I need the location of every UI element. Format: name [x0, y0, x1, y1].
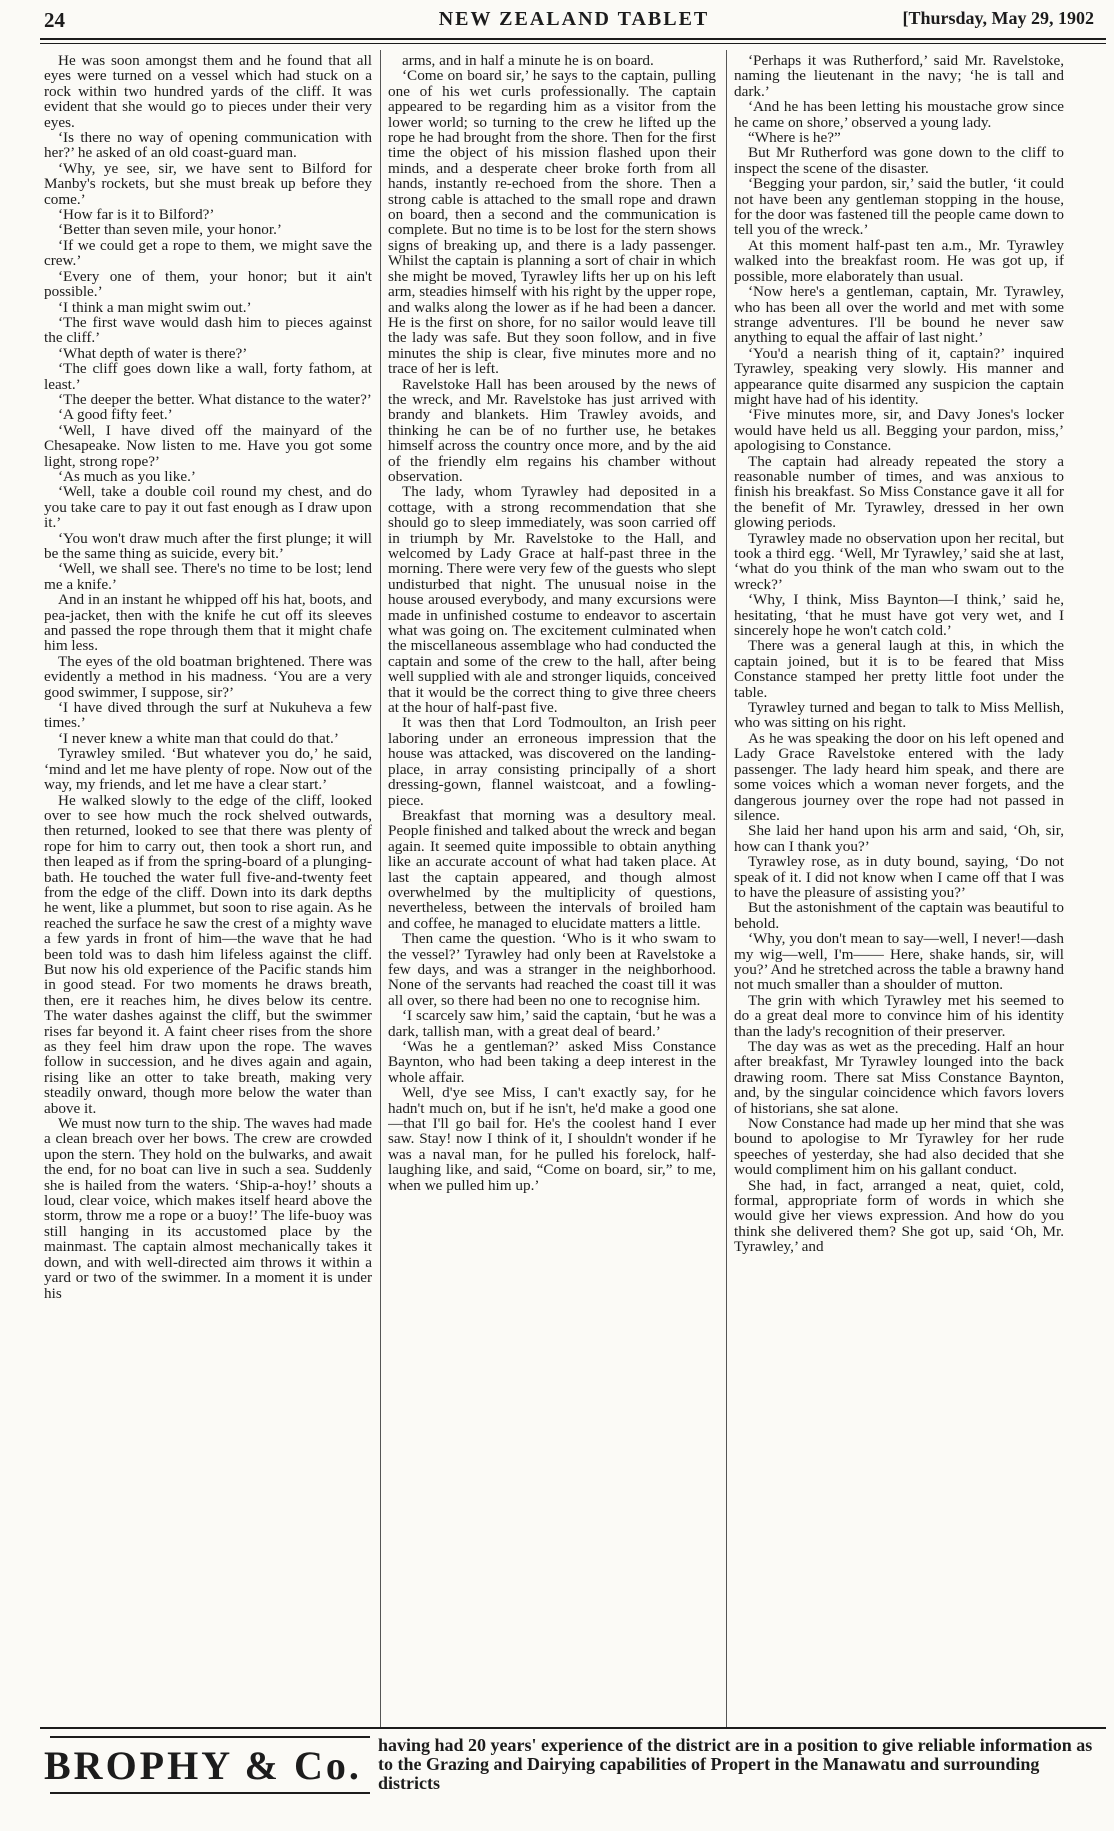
paragraph: ‘Was he a gentleman?’ asked Miss Constance Baynton, who had been taking a deep interest in the whole affair.	[388, 1038, 716, 1086]
paragraph: Tyrawley smiled. ‘But whatever you do,’ he said, ‘mind and let me have plenty of rope. Now out of the way, my friends, and let me have a clear start.’	[44, 745, 372, 794]
paragraph: arms, and in half a minute he is on board.	[402, 53, 654, 69]
paragraph: She laid her hand upon his arm and said, ‘Oh, sir, how can I thank you?’	[734, 822, 1064, 855]
paragraph: ‘Better than seven mile, your honor.’	[58, 221, 282, 239]
paragraph: The captain had already repeated the story a reasonable number of times, and was anxious to finish his breakfast. So Miss Constance gave it all for the benefit of Mr. Tyrawley, dressed in her own glowing periods.	[734, 452, 1064, 532]
column-divider-2	[726, 50, 727, 1728]
issue-date: [Thursday, May 29, 1902	[902, 8, 1094, 28]
paragraph: At this moment half-past ten a.m., Mr. Tyrawley walked into the breakfast room. He was got up, if possible, more elaborately than usual.	[734, 236, 1064, 285]
paragraph: ‘Come on board sir,’ he says to the captain, pulling one of his wet curls professionally. The captain appeared to be regarding him as a visitor from the lower world; so turning to the crew he lifted up the rope he had brought from the shore. Then for the first time the object of his mission flashed upon their minds, and a desperate cheer broke forth from all hands, instantly re-echoed from the shore. Then a strong cable is attached to the small rope and drawn on board, then a second and the communication is complete. But no time is to be lost for the stern shows signs of breaking up, and there is a lady passenger. Whilst the captain is planning a sort of chair in which she might be moved, Tyrawley lifts her up on his left arm, steadies himself with his right by the upper rope, and walks along the lower as if he had been a dancer. He is the first on shore, for no sailor would leave till the lady was safe. But they soon follow, and in five minutes the ship is clear, five minutes more and no trace of her is left.	[388, 67, 716, 378]
paragraph: Now Constance had made up her mind that she was bound to apologise to Mr Tyrawley for her rude speeches of yesterday, she had also decided that she would compliment him on his gallant conduct.	[734, 1115, 1064, 1179]
paragraph: ‘Why, ye see, sir, we have sent to Bilford for Manby's rockets, but she must break up before they come.’	[44, 159, 372, 208]
paragraph: ‘Every one of them, your honor; but it ain't possible.’	[44, 267, 372, 301]
paragraph: Tyrawley turned and began to talk to Miss Mellish, who was sitting on his right.	[734, 699, 1064, 732]
paragraph: ‘As much as you like.’	[58, 467, 196, 485]
header-rule-top	[40, 38, 1106, 40]
paragraph: ‘I never knew a white man that could do that.’	[58, 729, 339, 747]
paragraph: ‘Well, take a double coil round my chest, and do you take care to pay it out fast enough as I draw upon it.’	[44, 483, 372, 532]
paragraph: It was then that Lord Todmoulton, an Irish peer laboring under an erroneous impression that the house was attacked, was discovered on the landing-place, in array consisting principally of a short dressing-gown, flannel waistcoat, and a fowling-piece.	[388, 714, 716, 809]
paragraph: She had, in fact, arranged a neat, quiet, cold, formal, appropriate form of words in which she would give her views expression. And how do you think she delivered them? She got up, said ‘Oh, Mr. Tyrawley,’ and	[734, 1176, 1064, 1256]
paragraph: He walked slowly to the edge of the cliff, looked over to see how much the rock shelved outwards, then returned, looked to see that there was plenty of rope for him to carry out, then took a short run, and then leaped as if from the spring-board of a plunging-bath. He touched the water full five-and-twenty feet from the edge of the cliff. Down into its dark depths he went, like a plummet, but soon to rise again. As he reached the surface he saw the crest of a mighty wave a few yards in front of him—the wave that he had been told was to dash him lifeless against the cliff. But now his old experience of the Pacific stands him in good stead. For two moments he draws breath, then, ere it reaches him, he dives below its centre. The water dashes against the cliff, but the swimmer rises far beyond it. A faint cheer rises from the shore as they feel him draw upon the rope. The waves follow in succession, and he dives again and again, rising like an otter to take breath, making very steadily onward, though more below the water than above it.	[44, 791, 372, 1117]
paragraph: ‘The first wave would dash him to pieces against the cliff.’	[44, 313, 372, 347]
paragraph: And in an instant he whipped off his hat, boots, and pea-jacket, then with the knife he cut off its sleeves and passed the rope through them that it might chafe him less.	[44, 591, 372, 655]
paragraph: ‘The deeper the better. What distance to the water?’	[58, 390, 372, 408]
paragraph: He was soon amongst them and he found that all eyes were turned on a vessel which had stuck on a rock within two hundred yards of the cliff. It was evident that she would go to pieces under their very eyes.	[44, 53, 372, 131]
page-header	[44, 8, 1104, 34]
paragraph: ‘And he has been letting his moustache grow since he came on shore,’ observed a young lady.	[734, 98, 1064, 131]
paragraph: ‘Five minutes more, sir, and Davy Jones's locker would have held us all. Begging your pardon, miss,’ apologising to Constance.	[734, 406, 1064, 455]
advertisement	[40, 1728, 1106, 1824]
page-number: 24	[44, 8, 65, 32]
column-divider-1	[380, 50, 381, 1728]
paragraph: ‘The cliff goes down like a wall, forty fathom, at least.’	[44, 360, 372, 393]
article-column-3	[734, 53, 1064, 1726]
paragraph: ‘Now here's a gentleman, captain, Mr. Tyrawley, who has been all over the world and met with some strange adventures. I'll be bound he never saw anything to equal the affair of last night.’	[734, 283, 1064, 347]
paragraph: Breakfast that morning was a desultory meal. People finished and talked about the wreck and began again. It seemed quite impossible to obtain anything like an accurate account of what had taken place. At last the captain appeared, and though almost overwhelmed by the multiplicity of questions, nevertheless, between the intervals of broiled ham and coffee, he managed to elucidate matters a little.	[388, 806, 716, 932]
paragraph: Well, d'ye see Miss, I can't exactly say, for he hadn't much on, but if he isn't, he'd make a good one—that I'll go bail for. He's the coolest hand I ever saw. Stay! now I think of it, I shouldn't wonder if he was a naval man, for he pulled his forelock, half-laughing like, and said, “Come on board, sir,” to me, when we pulled him up.’	[388, 1084, 716, 1194]
advert-line-top	[50, 1736, 370, 1738]
header-rule-bottom	[40, 43, 1106, 44]
paragraph: As he was speaking the door on his left opened and Lady Grace Ravelstoke entered with the lady passenger. The lady heard him speak, and there are some voices which a woman never forgets, and the dangerous journey over the rope had not passed in silence.	[734, 729, 1064, 824]
paragraph: Ravelstoke Hall has been aroused by the news of the wreck, and Mr. Ravelstoke has just arrived with brandy and blankets. Him Trawley avoids, and thinking he can be of no further use, he betakes himself across the country once more, and by the aid of the friendly elm regains his chamber without observation.	[388, 375, 716, 485]
paragraph: ‘What depth of water is there?’	[58, 344, 248, 362]
paragraph: The lady, whom Tyrawley had deposited in a cottage, with a strong recommendation that she should go to sleep immediately, was soon carried off in triumph by Mr. Ravelstoke to the Hall, and welcomed by Lady Grace at half-past three in the morning. There were very few of the guests who slept undisturbed that night. The unusual noise in the house aroused everybody, and many excursions were made in unfinished costume to endeavor to ascertain what was going on. The excitement culminated when the miscellaneous assemblage who had conducted the captain and some of the crew to the hall, after being well supplied with ale and stronger liquids, conceived that it would be the correct thing to give three cheers at the hour of half-past five.	[388, 483, 716, 717]
paragraph: ‘A good fifty feet.’	[58, 406, 173, 424]
paragraph: ‘You won't draw much after the first plunge; it will be the same thing as suicide, every bit.’	[44, 529, 372, 562]
paragraph: The grin with which Tyrawley met his seemed to do a great deal more to convince him of his identity than the lady's recognition of their preserver.	[734, 991, 1064, 1040]
paragraph: We must now turn to the ship. The waves had made a clean breach over her bows. The crew are crowded upon the stern. They hold on the bulwarks, and await the end, for no boat can live in such a sea. Suddenly she is hailed from the waters. ‘Ship-a-hoy!’ shouts a loud, clear voice, which makes itself heard above the storm, throw me a rope or a buoy!’ The life-buoy was still hanging in its accustomed place by the mainmast. The captain almost mechanically takes it down, and with well-directed aim throws it within a yard or two of the swimmer. In a moment it is under his	[44, 1115, 372, 1302]
paragraph: But the astonishment of the captain was beautiful to behold.	[734, 899, 1064, 932]
paragraph: ‘Why, I think, Miss Baynton—I think,’ said he, hesitating, ‘that he must have got very wet, and I sincerely hope he won't catch cold.’	[734, 591, 1064, 640]
paragraph: ‘I think a man might swim out.’	[58, 298, 252, 316]
paragraph: Tyrawley rose, as in duty bound, saying, ‘Do not speak of it. I did not know when I came off that I was to have the pleasure of assisting you?’	[734, 853, 1064, 901]
publication-title: NEW ZEALAND TABLET	[438, 8, 710, 30]
advert-text: having had 20 years' experience of the district are in a position to give reliable information as to the Grazing and Dairying capabilities of Propert in the Manawatu and surrounding districts	[378, 1735, 1093, 1793]
paragraph: ‘Why, you don't mean to say—well, I never!—dash my wig—well, I'm—— Here, shake hands, sir, will you?’ And he stretched across the table a brawny hand not much smaller than a shoulder of mutton.	[734, 930, 1064, 994]
advert-company-name: BROPHY & Co.	[44, 1743, 362, 1788]
paragraph: ‘If we could get a rope to them, we might save the crew.’	[44, 236, 372, 270]
paragraph: There was a general laugh at this, in which the captain joined, but it is to be feared that Miss Constance stamped her pretty little foot under the table.	[734, 637, 1064, 701]
paragraph: “Where is he?”	[748, 129, 841, 147]
paragraph: ‘Begging your pardon, sir,’ said the butler, ‘it could not have been any gentleman stopping in the house, for the door was fastened till the people came down to tell you of the wreck.’	[734, 175, 1064, 239]
paragraph: The eyes of the old boatman brightened. There was evidently a method in his madness. ‘You are a very good swimmer, I suppose, sir?’	[44, 652, 372, 701]
paragraph: ‘I have dived through the surf at Nukuheva a few times.’	[44, 699, 372, 732]
paragraph: ‘Perhaps it was Rutherford,’ said Mr. Ravelstoke, naming the lieutenant in the navy; ‘he is tall and dark.’	[734, 53, 1064, 100]
paragraph: Tyrawley made no observation upon her recital, but took a third egg. ‘Well, Mr Tyrawley,’ said she at last, ‘what do you think of the man who swam out to the wreck?’	[734, 529, 1064, 593]
advert-line-bottom	[50, 1792, 370, 1794]
paragraph: But Mr Rutherford was gone down to the cliff to inspect the scene of the disaster.	[734, 144, 1064, 177]
paragraph: ‘Is there no way of opening communication with her?’ he asked of an old coast-guard man.	[44, 129, 372, 162]
paragraph: ‘I scarcely saw him,’ said the captain, ‘but he was a dark, tallish man, with a great deal of beard.’	[388, 1007, 716, 1040]
paragraph: ‘Well, we shall see. There's no time to be lost; lend me a knife.’	[44, 560, 372, 593]
paragraph: ‘How far is it to Bilford?’	[58, 206, 215, 224]
paragraph: The day was as wet as the preceding. Half an hour after breakfast, Mr Tyrawley lounged into the back drawing room. There sat Miss Constance Baynton, and, by the singular coincidence which favors lovers of historians, she sat alone.	[734, 1038, 1064, 1117]
paragraph: ‘You'd a nearish thing of it, captain?’ inquired Tyrawley, speaking very slowly. His manner and appearance quite disarmed any suspicion the captain might have had of his identity.	[734, 344, 1064, 408]
paragraph: Then came the question. ‘Who is it who swam to the vessel?’ Tyrawley had only been at Ravelstoke a few days, and was a stranger in the neighborhood. None of the servants had reached the coast till it was all over, so there had been no one to recognise him.	[388, 930, 716, 1009]
article-column-1	[44, 53, 372, 1726]
paragraph: ‘Well, I have dived off the mainyard of the Chesapeake. Now listen to me. Have you got some light, strong rope?’	[44, 421, 372, 470]
article-column-2	[388, 53, 716, 1726]
